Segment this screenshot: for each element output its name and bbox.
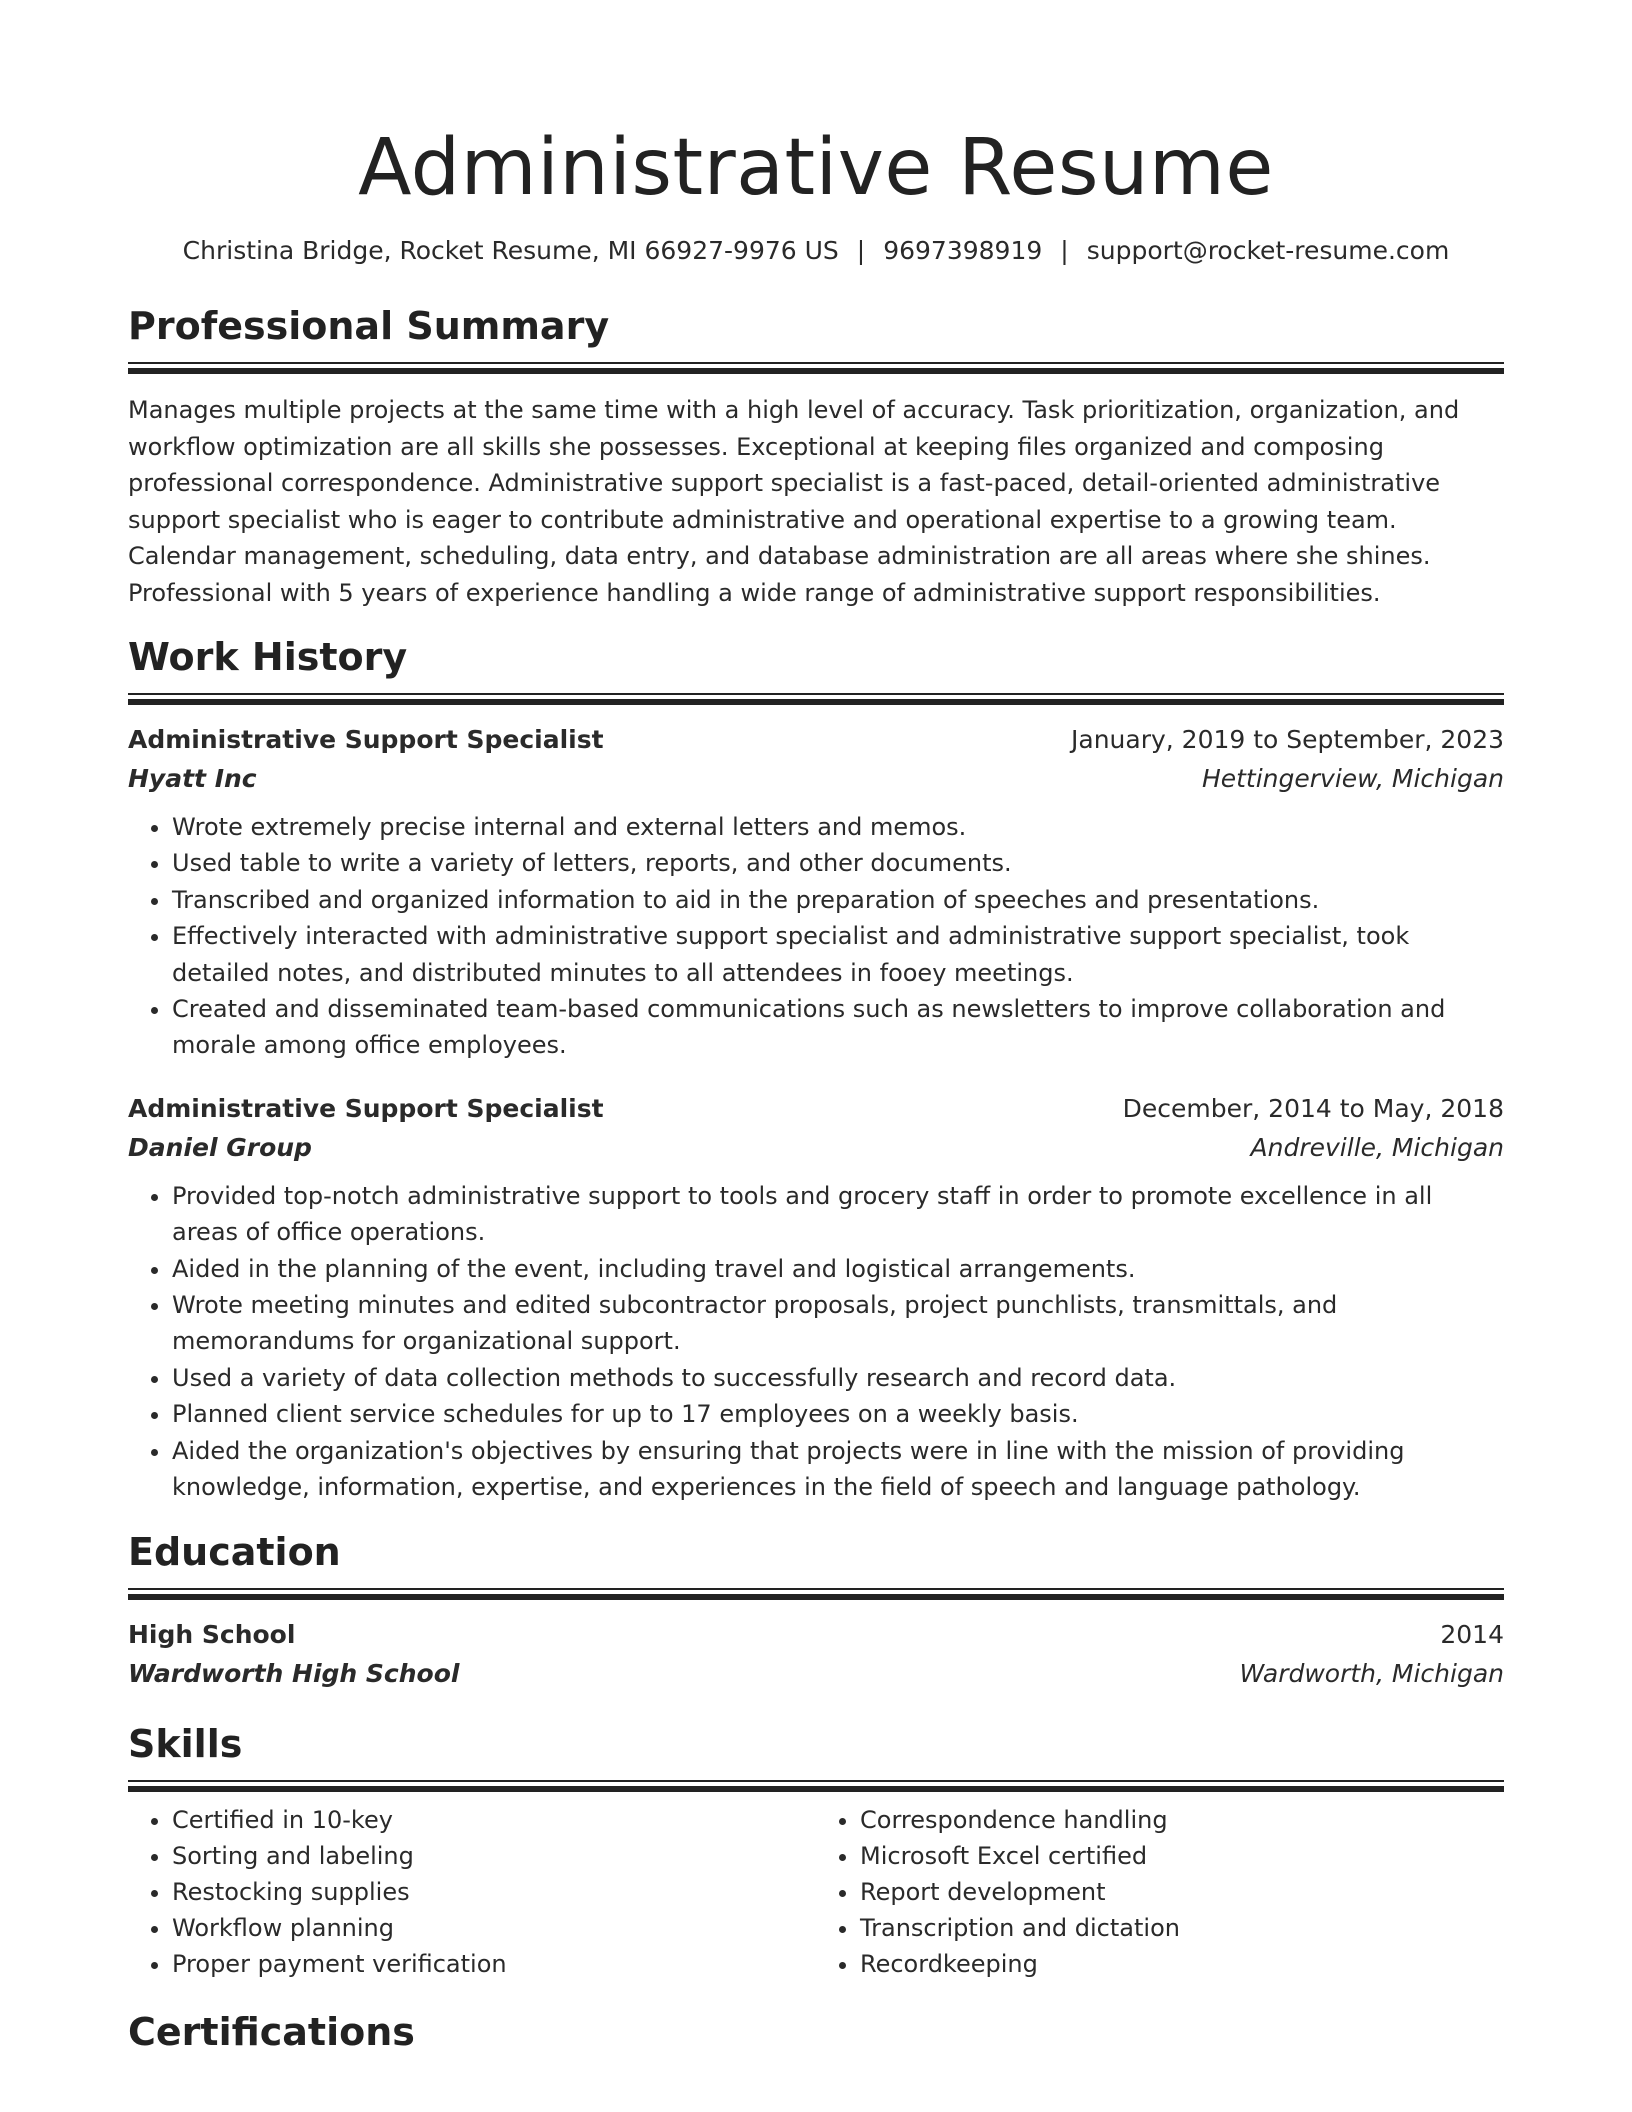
list-item: • Planned client service schedules for up to 17 employees on a weekly basis. — [172, 1396, 1504, 1432]
list-item: • Created and disseminated team-based communications such as newsletters to improve collaboration and morale among office employees. — [172, 991, 1504, 1064]
skills-list-right — [816, 1802, 1504, 1982]
list-item: • Used table to write a variety of letters, reports, and other documents. — [172, 845, 1504, 881]
section-title-education: Education — [128, 1529, 341, 1574]
list-item: • Microsoft Excel certified — [860, 1838, 1504, 1874]
list-item: • Transcribed and organized information to aid in the preparation of speeches and presentations. — [172, 882, 1504, 918]
job-company: Daniel Group — [128, 1132, 312, 1162]
list-item: • Correspondence handling — [860, 1802, 1504, 1838]
summary-section — [128, 302, 1504, 611]
education-entry — [128, 1616, 1504, 1694]
list-item: • Certified in 10-key — [172, 1802, 816, 1838]
section-title-certifications: Certifications — [128, 2009, 415, 2054]
job-dates: December, 2014 to May, 2018 — [1122, 1093, 1504, 1123]
list-item: • Report development — [860, 1874, 1504, 1910]
contact-separator: | — [1060, 236, 1069, 265]
skills-list-left — [128, 1802, 816, 1982]
section-divider — [128, 1780, 1504, 1792]
list-item: • Transcription and dictation — [860, 1910, 1504, 1946]
contact-line — [128, 234, 1504, 268]
list-item: • Sorting and labeling — [172, 1838, 816, 1874]
contact-address: Christina Bridge, Rocket Resume, MI 66927-9976 US — [182, 236, 839, 265]
education-degree: High School — [128, 1619, 296, 1649]
certifications-section — [128, 2008, 1504, 2056]
job-title: Administrative Support Specialist — [128, 725, 604, 754]
section-divider — [128, 362, 1504, 374]
list-item: • Wrote extremely precise internal and external letters and memos. — [172, 809, 1504, 845]
skills-columns — [128, 1792, 1504, 1982]
job-dates: January, 2019 to September, 2023 — [1071, 725, 1504, 754]
list-item: • Aided the organization's objectives by ensuring that projects were in line with the mission of providing knowledge, information, expertise, and experiences in the field of speech and language pathology. — [172, 1433, 1504, 1506]
job-entry — [128, 721, 1504, 1064]
contact-email: support@rocket-resume.com — [1086, 236, 1450, 265]
job-location: Hettingerview, Michigan — [1201, 764, 1504, 793]
section-title-summary: Professional Summary — [128, 304, 610, 348]
job-bullets — [128, 809, 1504, 1064]
education-location: Wardworth, Michigan — [1239, 1658, 1504, 1688]
list-item: • Restocking supplies — [172, 1874, 816, 1910]
list-item: • Wrote meeting minutes and edited subcontractor proposals, project punchlists, transmittals, and memorandums for organizational support. — [172, 1287, 1504, 1360]
summary-text: Manages multiple projects at the same time with a high level of accuracy. Task prioritization, organization, and workflow optimization are all skills she possesses. Exceptional at keeping files organized and composing professional correspondence. Administrative support specialist is a fast-paced, detail-oriented administrative support specialist who is eager to contribute administrative and operational expertise to a growing team. Calendar management, scheduling, data entry, and database administration are all areas where she shines. Professional with 5 years of experience handling a wide range of administrative support responsibilities. — [128, 396, 1460, 607]
job-company: Hyatt Inc — [128, 764, 257, 793]
section-title-skills: Skills — [128, 1721, 243, 1766]
education-section — [128, 1528, 1504, 1694]
education-year: 2014 — [1440, 1619, 1504, 1649]
contact-phone: 9697398919 — [883, 236, 1043, 265]
job-location: Andreville, Michigan — [1250, 1132, 1504, 1162]
list-item: • Recordkeeping — [860, 1946, 1504, 1982]
list-item: • Used a variety of data collection methods to successfully research and record data. — [172, 1360, 1504, 1396]
contact-separator: | — [856, 236, 866, 265]
job-title: Administrative Support Specialist — [128, 1093, 604, 1123]
job-bullets — [128, 1178, 1504, 1506]
education-school: Wardworth High School — [128, 1658, 460, 1688]
list-item: • Aided in the planning of the event, including travel and logistical arrangements. — [172, 1251, 1504, 1287]
list-item: • Effectively interacted with administrative support specialist and administrative support specialist, took detailed notes, and distributed minutes to all attendees in fooey meetings. — [172, 918, 1504, 991]
skills-section — [128, 1720, 1504, 1982]
list-item: • Provided top-notch administrative support to tools and grocery staff in order to promote excellence in all areas of office operations. — [172, 1178, 1504, 1251]
page-title: Administrative Resume — [358, 123, 1274, 213]
list-item: • Workflow planning — [172, 1910, 816, 1946]
section-title-work-history: Work History — [128, 635, 408, 679]
job-entry — [128, 1090, 1504, 1506]
work-history-section — [128, 633, 1504, 1506]
section-divider — [128, 1588, 1504, 1600]
list-item: • Proper payment verification — [172, 1946, 816, 1982]
section-divider — [128, 693, 1504, 705]
